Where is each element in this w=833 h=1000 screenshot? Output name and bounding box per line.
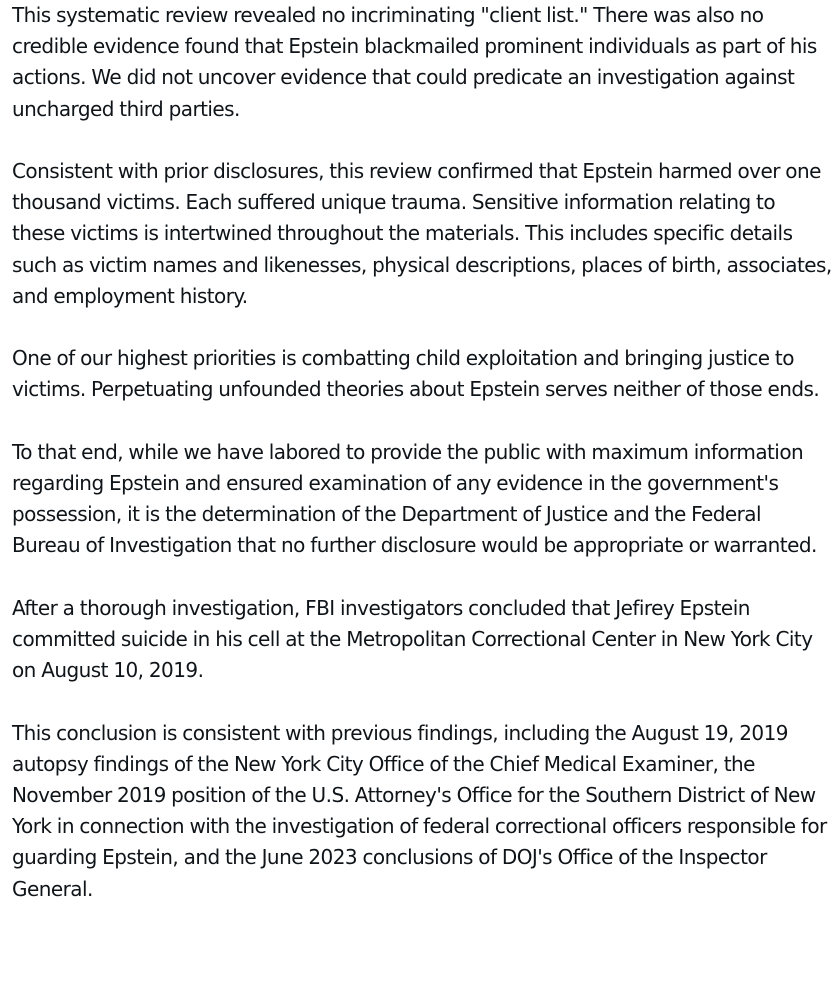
paragraph-disclosure-determination: To that end, while we have labored to provide the public with maximum information regarding Epstein and ensured examination of any evidence in the government's possession, it is the determination of the Department of Justice and the Federal Bureau of Investigation that no further disclosure would be appropriate or warranted. — [12, 439, 817, 558]
paragraph-review-findings: This systematic review revealed no incriminating "client list." There was also no credible evidence found that Epstein blackmailed prominent individuals as part of his actions. We did not uncover evidence that could predicate an investigation against uncharged third parties. — [12, 3, 817, 121]
document-body — [12, 0, 832, 905]
paragraph-fbi-conclusion: After a thorough investigation, FBI investigators concluded that Jefirey Epstein committed suicide in his cell at the Metropolitan Correctional Center in New York City on August 10, 2019. — [12, 595, 813, 683]
paragraph-consistent-findings: This conclusion is consistent with previous findings, including the August 19, 2019 autopsy findings of the New York City Office of the Chief Medical Examiner, the November 2019 position of the U.S. Attorney's Office for the Southern District of New York in connection with the investigation of federal correctional officers responsible for guarding Epstein, and the June 2023 conclusions of DOJ's Office of the Inspector General. — [12, 720, 827, 901]
paragraph-victims: Consistent with prior disclosures, this review confirmed that Epstein harmed over one thousand victims. Each suffered unique trauma. Sensitive information relating to these victims is intertwined throughout the materials. This includes specific details such as victim names and likenesses, physical descriptions, places of birth, associates, and employment history. — [12, 159, 832, 308]
paragraph-priorities: One of our highest priorities is combatting child exploitation and bringing justice to victims. Perpetuating unfounded theories about Epstein serves neither of those ends. — [12, 346, 820, 402]
